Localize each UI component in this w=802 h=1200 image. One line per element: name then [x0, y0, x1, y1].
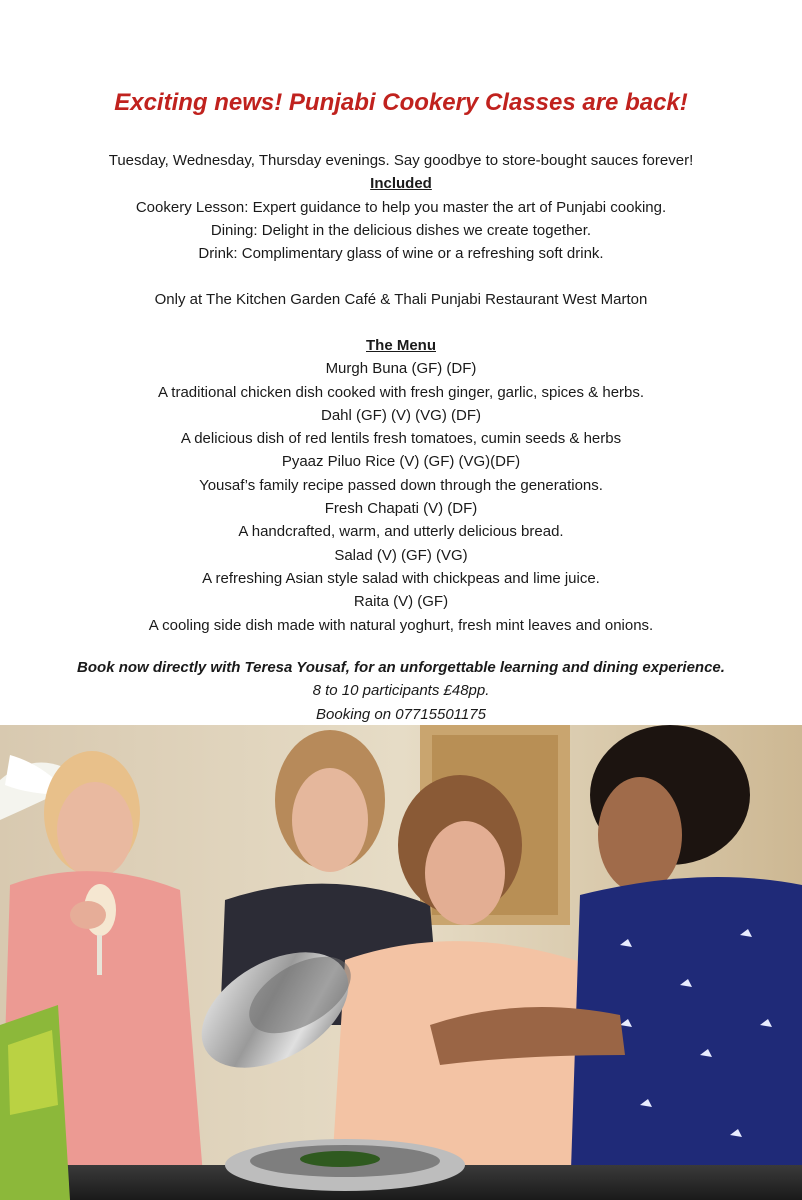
menu-item-description: A delicious dish of red lentils fresh tomatoes, cumin seeds & herbs	[180, 430, 622, 448]
menu-item-description: A traditional chicken dish cooked with fresh ginger, garlic, spices & herbs.	[157, 383, 645, 401]
menu-item-description: Yousaf’s family recipe passed down through the generations.	[199, 476, 603, 494]
intro-section	[0, 149, 802, 265]
booking-phone: Booking on 07715501175	[316, 705, 486, 723]
schedule-line: Tuesday, Wednesday, Thursday evenings. Say goodbye to store-bought sauces forever!	[108, 152, 694, 169]
included-item-lesson: Cookery Lesson: Expert guidance to help you master the art of Punjabi cooking.	[135, 198, 667, 216]
flyer-title: Exciting news! Punjabi Cookery Classes are back!	[114, 89, 688, 116]
menu-item-name: Pyaaz Piluo Rice (V) (GF) (VG)(DF)	[281, 453, 521, 471]
menu-item-name: Salad (V) (GF) (VG)	[334, 546, 468, 564]
included-item-dining: Dining: Delight in the delicious dishes we create together.	[210, 221, 592, 239]
cookery-class-photo	[0, 725, 802, 1200]
menu-item-name: Dahl (GF) (V) (VG) (DF)	[321, 406, 481, 424]
menu-item-description: A cooling side dish made with natural yoghurt, fresh mint leaves and onions.	[148, 616, 654, 634]
included-item-drink: Drink: Complimentary glass of wine or a refreshing soft drink.	[198, 245, 604, 263]
menu-item-name: Fresh Chapati (V) (DF)	[324, 500, 478, 518]
menu-item-name: Raita (V) (GF)	[353, 593, 449, 611]
venue-line: Only at The Kitchen Garden Café & Thali Punjabi Restaurant West Marton	[154, 291, 648, 308]
booking-price: 8 to 10 participants £48pp.	[312, 682, 490, 700]
venue-section	[0, 288, 802, 311]
booking-call-to-action: Book now directly with Teresa Yousaf, for an unforgettable learning and dining experience.	[77, 659, 725, 676]
menu-item-description: A handcrafted, warm, and utterly delicious bread.	[238, 523, 564, 541]
menu-item-name: Murgh Buna (GF) (DF)	[325, 360, 477, 378]
menu-item-description: A refreshing Asian style salad with chickpeas and lime juice.	[202, 569, 600, 587]
photo-illustration	[0, 725, 802, 1200]
booking-section	[0, 656, 802, 726]
included-heading: Included	[370, 175, 432, 193]
menu-section	[0, 334, 802, 637]
menu-heading: The Menu	[366, 337, 436, 354]
